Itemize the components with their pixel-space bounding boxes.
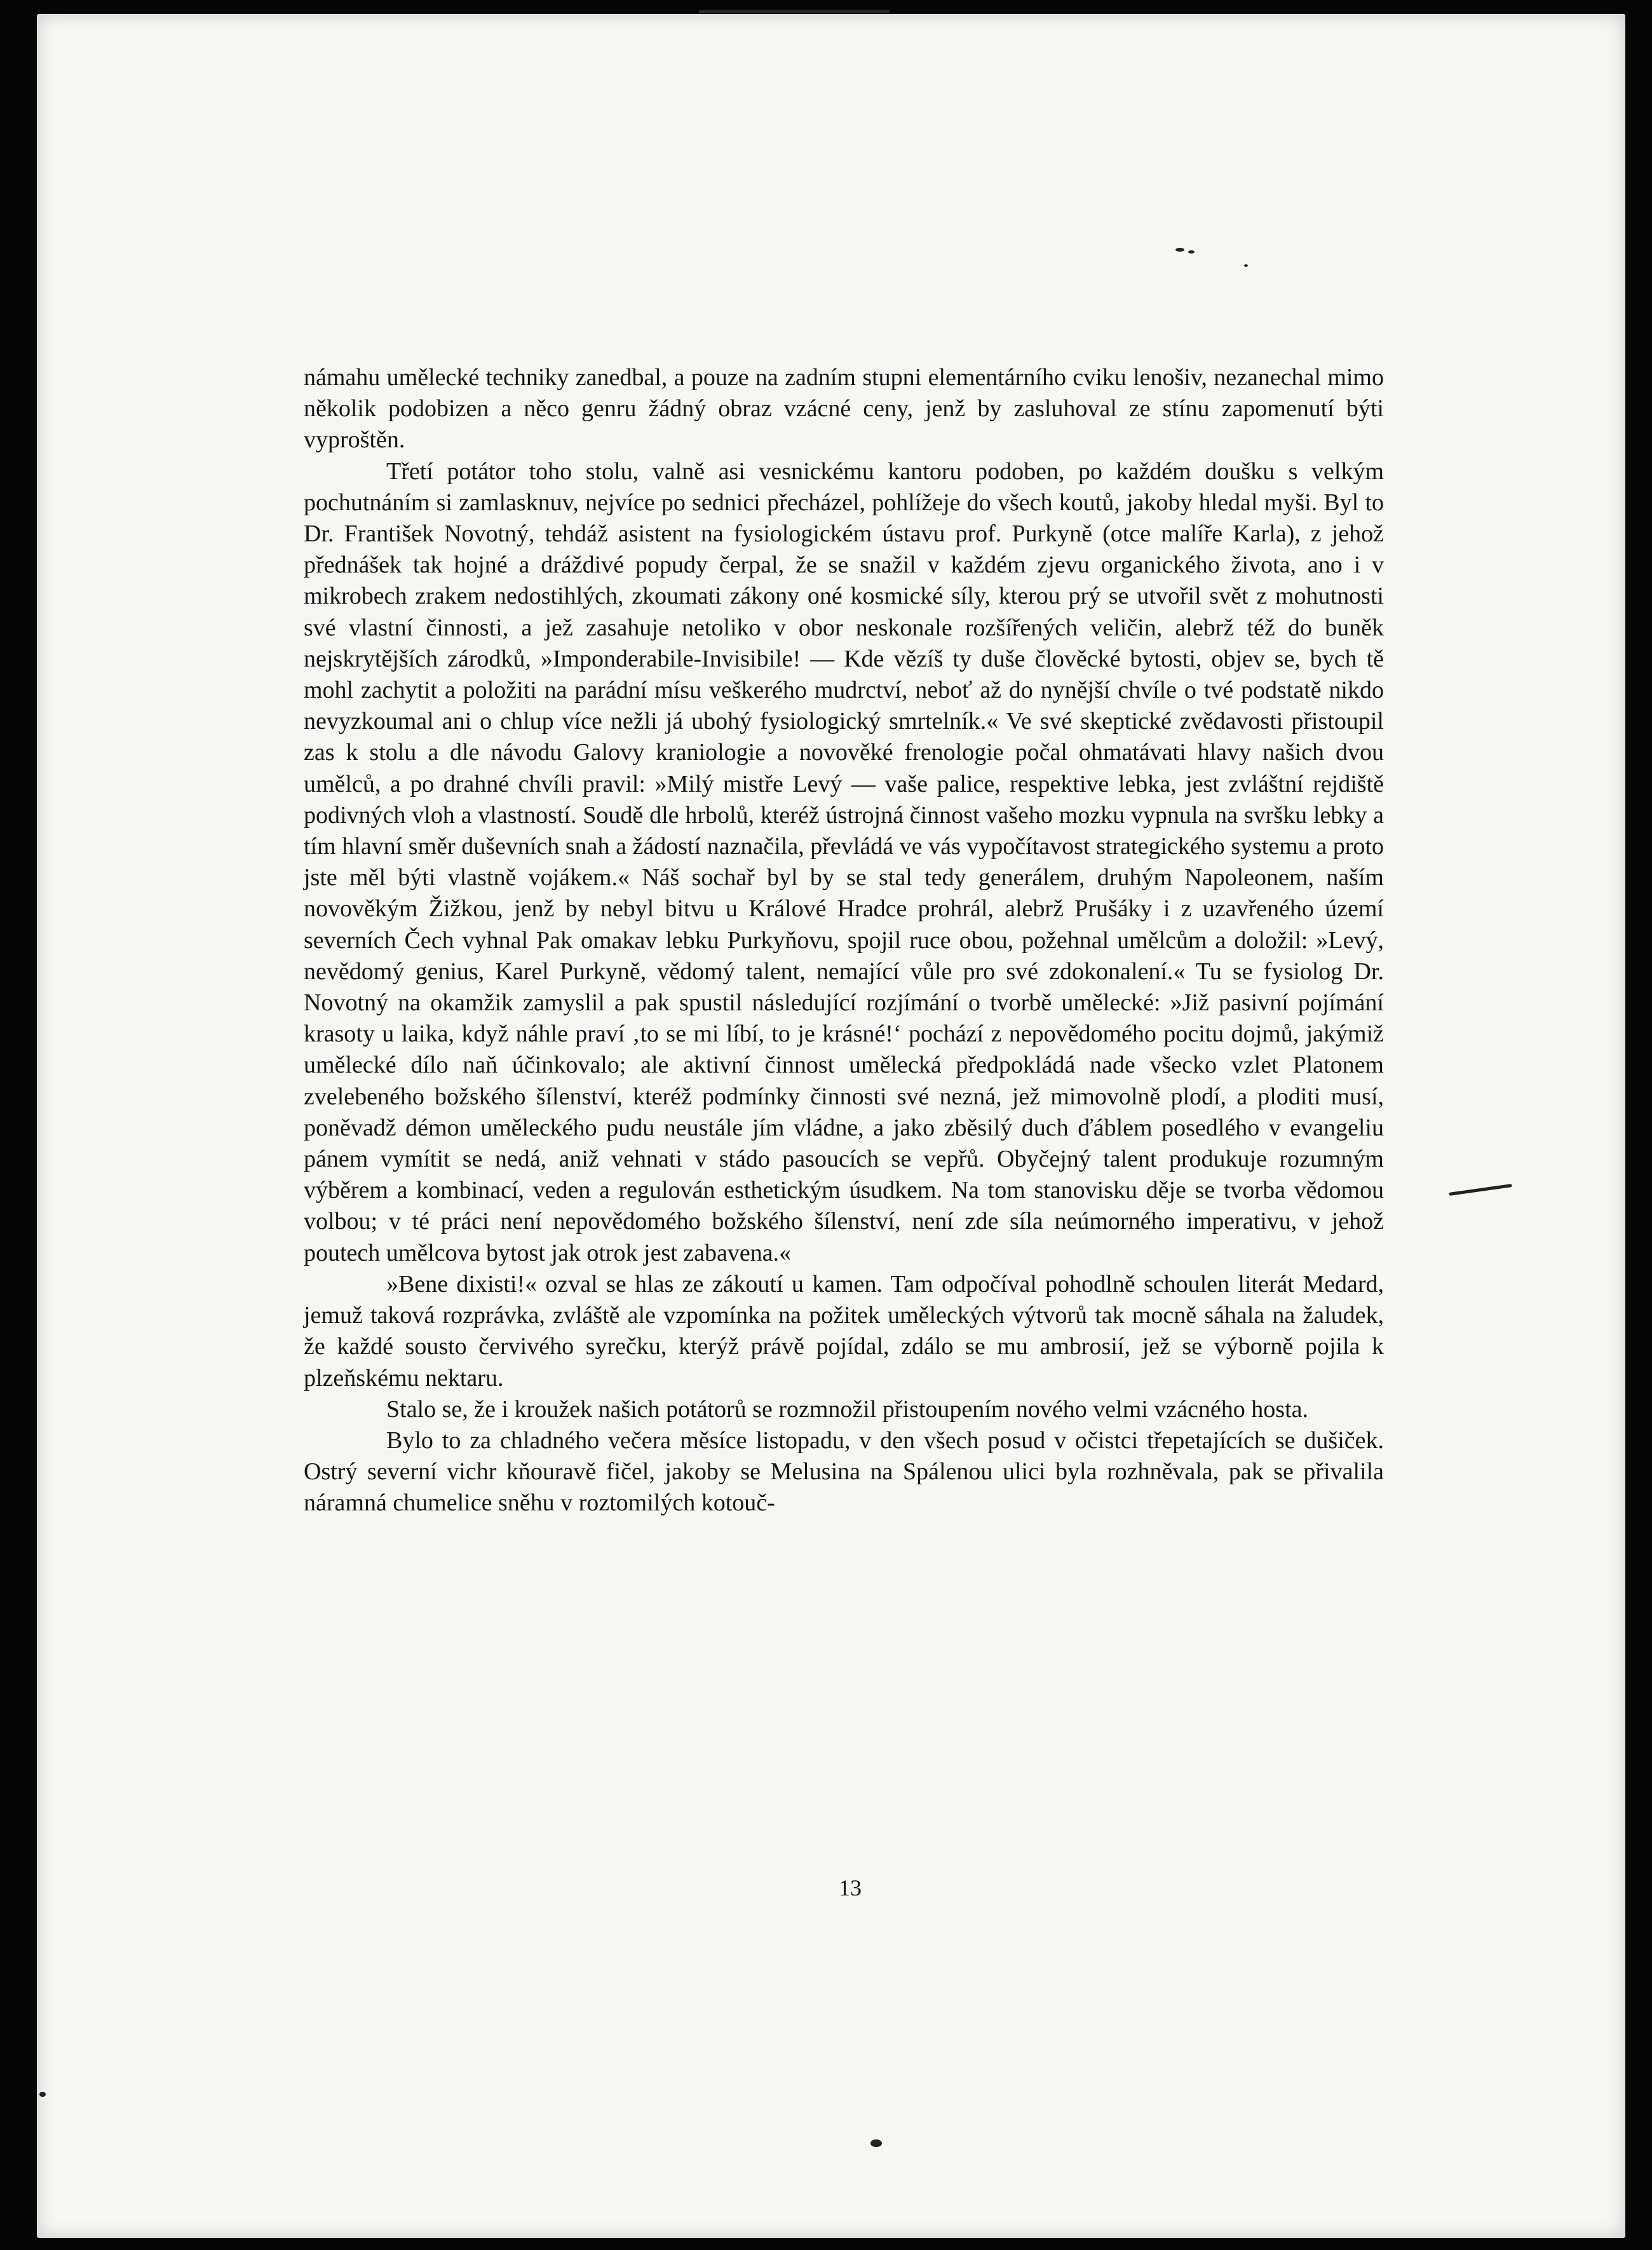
paragraph-1: námahu umělecké techniky zanedbal, a pouze na zadním stupni elementárního cviku lenošiv, nezanechal mimo několik podobizen a něco genru žádný obraz vzácné ceny, jenž by zasluhoval ze stínu zapomenutí býti vyproštěn.	[304, 364, 1384, 454]
speck-mark	[1175, 248, 1184, 252]
paragraph-5: Bylo to za chladného večera měsíce listopadu, v den všech posud v očistci třepetajících se dušiček. Ostrý severní vichr kňouravě fičel, jakoby se Melusina na Spálenou ulici byla rozhněvala, pak se přivalila náramná chumelice sněhu v roztomilých kotouč-	[304, 1427, 1384, 1517]
paragraph-3: »Bene dixisti!« ozval se hlas ze zákoutí u kamen. Tam odpočíval pohodlně schoulen literát Medard, jemuž taková rozprávka, zvláště ale vzpomínka na požitek uměleckých výtvorů tak mocně sáhala na žaludek, že každé sousto červivého syrečku, kterýž právě pojídal, zdálo se mu ambrosií, jež se výborně pojila k plzeňskému nektaru.	[304, 1270, 1384, 1392]
book-page	[37, 14, 1625, 2238]
body-text	[304, 362, 1384, 1519]
speck-mark	[1188, 250, 1195, 254]
top-edge-mark	[699, 10, 890, 13]
speck-mark	[39, 2092, 46, 2097]
paragraph-2: Třetí potátor toho stolu, valně asi vesnickému kantoru podoben, po každém doušku s velkým pochutnáním si zamlasknuv, nejvíce po sednici přecházel, pohlížeje do všech koutů, jakoby hledal myši. Byl to Dr. František Novotný, tehdáž asistent na fysiologickém ústavu prof. Purkyně (otce malíře Karla), z jehož přednášek tak hojné a dráždivé popudy čerpal, že se snažil v každém zjevu organického života, ano i v mikrobech zrakem nedostihlých, zkoumati zákony oné kosmické síly, kterou prý se utvořil svět z mohutnosti své vlastní činnosti, a jež zasahuje netoliko v obor neskonale rozšířených veličin, alebrž též do buněk nejskrytějších zárodků, »Imponderabile-Invisibile! — Kde vězíš ty duše člověcké bytosti, objev se, bych tě mohl zachytit a položiti na parádní mísu veškerého mudrctví, neboť až do nynější chvíle o tvé podstatě nikdo nevyzkoumal ani o chlup více nežli já ubohý fysiologický smrtelník.« Ve své skeptické zvědavosti přistoupil zas k stolu a dle návodu Galovy kraniologie a novověké frenologie počal ohmatávati hlavy našich dvou umělců, a po drahné chvíli pravil: »Milý mistře Levý — vaše palice, respektive lebka, jest zvláštní rejdiště podivných vloh a vlastností. Soudě dle hrbolů, kteréž ústrojná činnost vašeho mozku vypnula na svršku lebky a tím hlavní směr duševních snah a žádostí naznačila, převládá ve vás vypočítavost strategického systemu a proto jste měl býti vlastně vojákem.« Náš sochař byl by se stal tedy generálem, druhým Napoleonem, naším novověkým Žižkou, jenž by nebyl bitvu u Králové Hradce prohrál, alebrž Prušáky i z uzavřeného území severních Čech vyhnal Pak omakav lebku Purkyňovu, spojil ruce obou, požehnal umělcům a doložil: »Levý, nevědomý genius, Karel Purkyně, vědomý talent, nemající vůle pro své zdokonalení.« Tu se fysiolog Dr. Novotný na okamžik zamyslil a pak spustil následující rozjímání o tvorbě umělecké: »Již pasivní pojímání krasoty u laika, když náhle praví ‚to se mi líbí, to je krásné!‘ pochází z nepovědomého pocitu dojmů, jakýmiž umělecké dílo naň účinkovalo; ale aktivní činnost umělecká předpokládá nade všecko vzlet Platonem zvelebeného božského šílenství, kteréž podmínky činnosti své nezná, jež mimovolně plodí, a ploditi musí, poněvadž démon uměleckého pudu neustále jím vládne, a jako zběsilý duch ďáblem posedlého v evangeliu pánem vymítit se nedá, aniž vehnati v stádo pasoucích se vepřů. Obyčejný talent produkuje rozumným výběrem a kombinací, veden a regulován esthetickým úsudkem. Na tom stanovisku děje se tvorba vědomou volbou; v té práci není nepovědomého božského šílenství, není zde síla neúmorného imperativu, v jehož poutech umělcova bytost jak otrok jest zabavena.«	[304, 457, 1384, 1266]
page-number: 13	[839, 1875, 862, 1901]
paragraph-4: Stalo se, že i kroužek našich potátorů se rozmnožil přistoupením nového velmi vzácného hosta.	[386, 1395, 1308, 1423]
speck-mark	[870, 2139, 882, 2147]
speck-mark	[1244, 264, 1248, 267]
